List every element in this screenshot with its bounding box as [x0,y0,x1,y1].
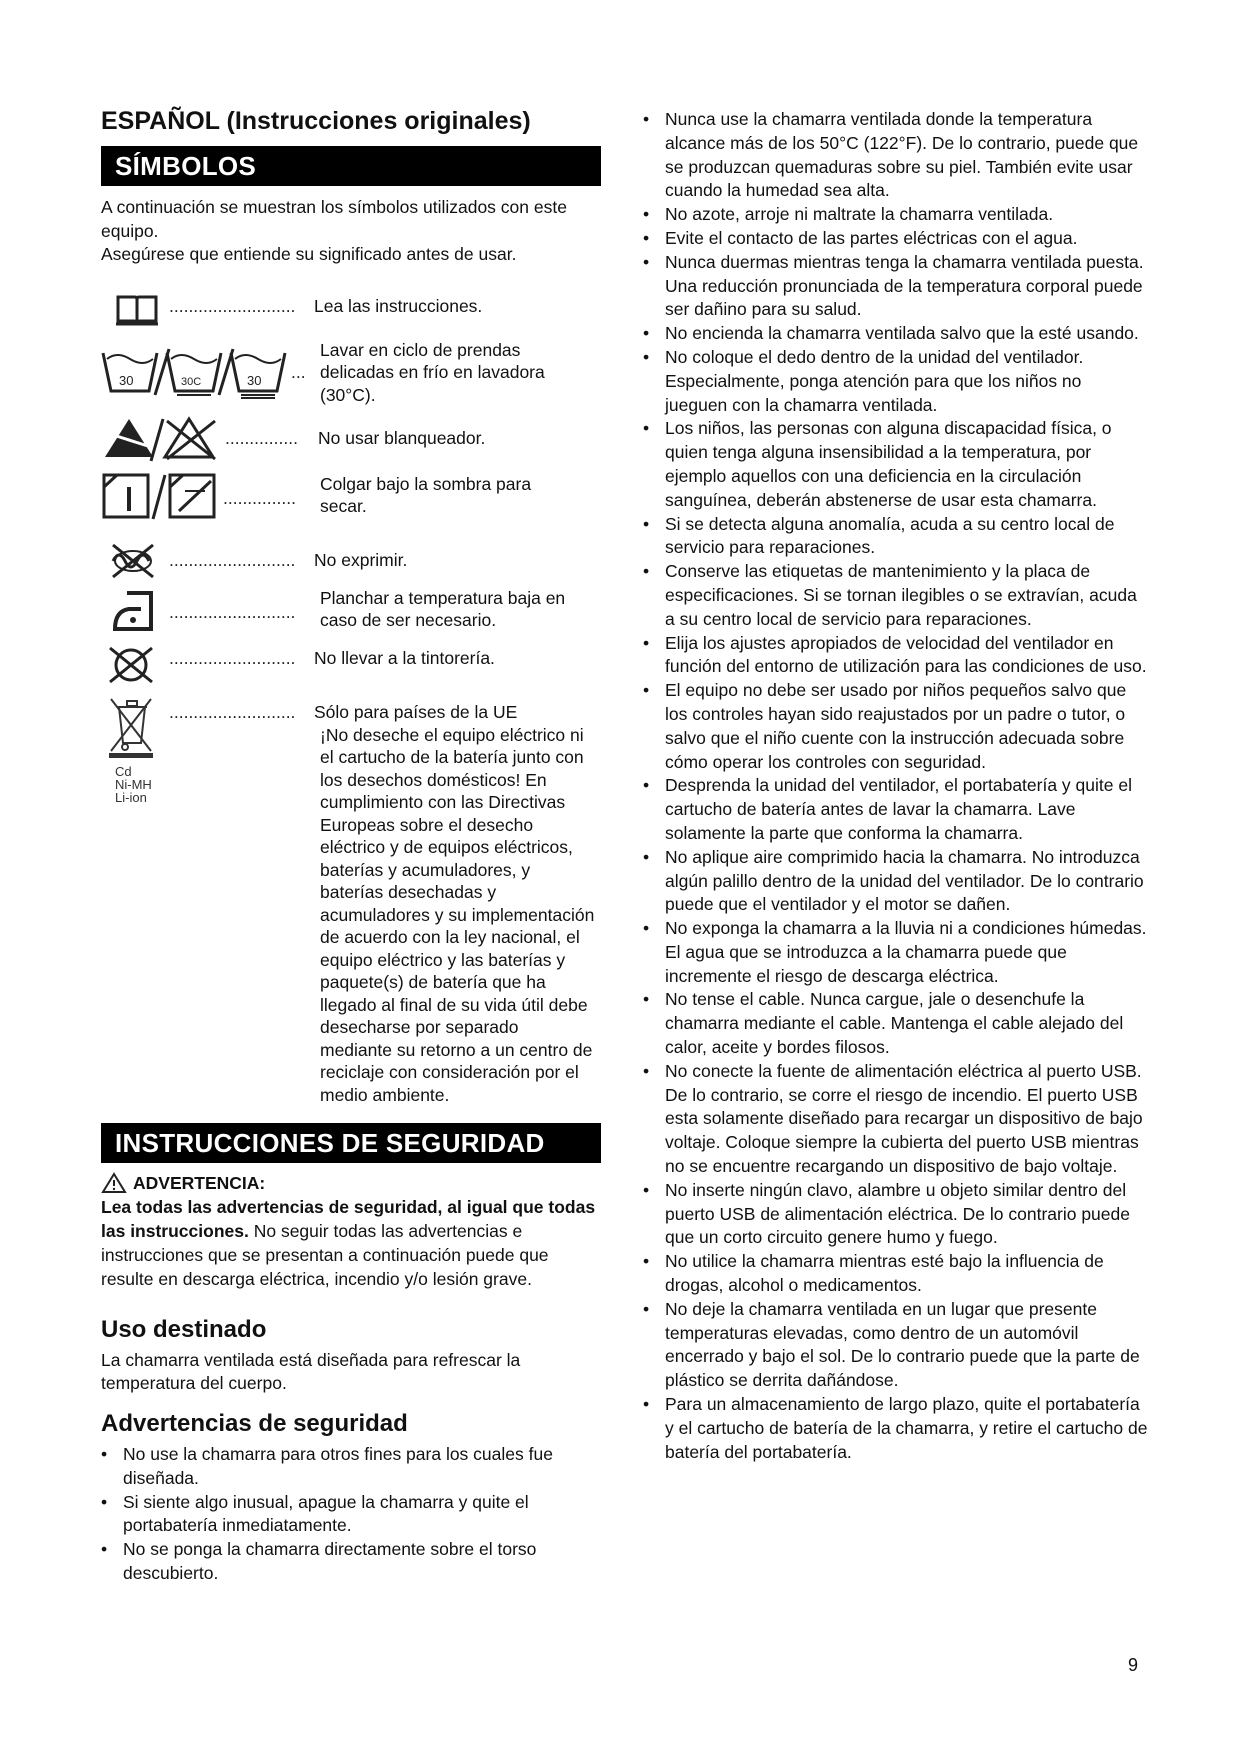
list-item: • Elija los ajustes apropiados de velocidad del ventilador en función del entorno de utilización para las condiciones de uso. [643,632,1148,680]
wash-temp-2: 30C [181,375,202,388]
symbol-text-read: Lea las instrucciones. [314,295,483,316]
symbol-row-wring [101,541,601,581]
wash-temp-3: 30 [247,372,262,388]
safety-heading: INSTRUCCIONES DE SEGURIDAD [101,1123,601,1163]
leader-dots: .......................... [169,295,296,316]
list-item: • No conecte la fuente de alimentación eléctrica al puerto USB. De lo contrario, se corre el riesgo de incendio. El puerto USB esta solamente diseñado para recargar un dispositivo de bajo voltaje. Coloque siempre la cubierta del puerto USB mientras no se encuentre recargando un dispositivo de bajo voltaje. [643,1060,1148,1179]
no-dry-clean-icon [107,643,157,687]
list-item: • No tense el cable. Nunca cargue, jale o desenchufe la chamarra mediante el cable. Mantenga el cable alejado del calor, aceite y bordes filosos. [643,988,1148,1059]
symbols-intro [101,196,601,267]
symbol-text-iron: Planchar a temperatura baja en caso de ser necesario. [320,587,566,630]
list-item: • No coloque el dedo dentro de la unidad del ventilador. Especialmente, ponga atención para que los niños no jueguen con la chamarra ventilada. [643,346,1148,417]
warning-label: ADVERTENCIA: [133,1173,266,1193]
symbol-text-bleach: No usar blanqueador. [318,427,486,448]
battery-label-cd: Cd [115,763,132,779]
list-item: • Si se detecta alguna anomalía, acuda a su centro local de servicio para reparaciones. [643,513,1148,561]
leader-dots: .......................... [169,549,296,570]
list-item: • Nunca use la chamarra ventilada donde la temperatura alcance más de los 50°C (122°F). De lo contrario, puede que se produzcan quemaduras sobre su piel. También evite usar cuando la humedad sea alta. [643,108,1148,203]
warning-text [101,1195,601,1291]
warning-header [101,1171,601,1195]
battery-chemistry-labels [115,765,152,804]
list-item: • No utilice la chamarra mientras esté bajo la influencia de drogas, alcohol o medicamentos. [643,1250,1148,1298]
read-manual-icon [115,293,159,327]
symbol-row-weee [101,695,601,1105]
battery-label-nimh: Ni-MH [115,776,152,792]
safety-warnings-heading: Advertencias de seguridad [101,1410,408,1437]
wash-30-icon [101,347,291,399]
left-column [101,104,601,1583]
intro-line-1: A continuación se muestran los símbolos utilizados con este equipo. [101,197,567,241]
symbol-row-dry [101,471,601,531]
leader-dots: ... [291,361,306,382]
symbols-list [101,275,601,1105]
eu-disposal-text: ¡No deseche el equipo eléctrico ni el cartucho de la batería junto con los desechos domésticos! En cumplimiento con las Directivas Europeas sobre el desecho eléctrico y de equipos eléctricos, baterías y acumuladores, y baterías desechadas y acumuladores y su implementación de acuerdo con la ley nacional, el equipo eléctrico y las baterías y paquete(s) de batería que ha llegado al final de su vida útil debe desecharse por separado mediante su retorno a un centro de reciclaje con consideración por el medio ambiente. [320,724,595,1105]
list-item: • Evite el contacto de las partes eléctricas con el agua. [643,227,1148,251]
leader-dots: .......................... [169,701,296,722]
iron-low-icon [111,589,157,635]
symbol-row-iron [101,587,601,637]
symbol-text-dryclean: No llevar a la tintorería. [314,647,495,668]
list-item: • Si siente algo inusual, apague la chamarra y quite el portabatería inmediatamente. [101,1491,601,1539]
left-bullet-list [101,1443,601,1586]
list-item: • No inserte ningún clavo, alambre u objeto similar dentro del puerto USB de alimentación eléctrica. De lo contrario puede que un corto circuito genere humo y fuego. [643,1179,1148,1250]
list-item: • No exponga la chamarra a la lluvia ni a condiciones húmedas. El agua que se introduzca a la chamarra puede que incremente el riesgo de descarga eléctrica. [643,917,1148,988]
list-item: • No se ponga la chamarra directamente sobre el torso descubierto. [101,1538,601,1586]
list-item: • Conserve las etiquetas de mantenimiento y la placa de especificaciones. Si se tornan ilegibles o se extravían, acuda a su centro local de servicio para reparaciones. [643,560,1148,631]
battery-label-liion: Li-ion [115,789,147,805]
symbol-text-wash: Lavar en ciclo de prendas delicadas en frío en lavadora (30°C). [320,339,545,405]
leader-dots: .......................... [169,647,296,668]
symbol-row-wash [101,335,601,407]
safety-section [101,1123,601,1586]
list-item: • No use la chamarra para otros fines para los cuales fue diseñada. [101,1443,601,1491]
wash-temp-1: 30 [119,372,134,388]
warning-triangle-icon [101,1172,127,1194]
page-title: ESPAÑOL (Instrucciones originales) [101,107,531,135]
symbol-row-read [101,293,601,333]
symbol-text-wring: No exprimir. [314,549,408,570]
no-bleach-icon [101,415,221,463]
intended-use-text: La chamarra ventilada está diseñada para refrescar la temperatura del cuerpo. [101,1350,521,1393]
symbol-row-bleach [101,415,601,465]
page-number: 9 [1128,1655,1139,1675]
leader-dots: ............... [225,427,298,448]
list-item: • No aplique aire comprimido hacia la chamarra. No introduzca algún palillo dentro de la unidad del ventilador. De lo contrario puede que el ventilador y el motor se dañen. [643,846,1148,917]
right-column [643,108,1148,1464]
list-item: • No azote, arroje ni maltrate la chamarra ventilada. [643,203,1148,227]
list-item: • No encienda la chamarra ventilada salvo que la esté usando. [643,322,1148,346]
intro-line-2: Asegúrese que entiende su significado antes de usar. [101,244,517,264]
no-wring-icon [109,541,159,581]
right-bullet-list [643,108,1148,1464]
warning-bold-text: Lea todas las advertencias de seguridad, al igual que todas las instrucciones. [101,1197,596,1241]
list-item: • Desprenda la unidad del ventilador, el portabatería y quite el cartucho de batería antes de lavar la chamarra. Lave solamente la parte que conforma la chamarra. [643,774,1148,845]
leader-dots: ............... [223,487,296,508]
list-item: • No deje la chamarra ventilada en un lugar que presente temperaturas elevadas, como dentro de un automóvil encerrado y bajo el sol. De lo contrario puede que la parte de plástico se derrita dañándose. [643,1298,1148,1393]
intended-use-heading: Uso destinado [101,1316,267,1343]
symbol-text-weee: Sólo para países de la UE [314,701,518,722]
weee-bin-icon [107,695,155,759]
symbol-text-dry: Colgar bajo la sombra para secar. [320,473,532,516]
symbol-row-dryclean [101,643,601,687]
list-item: • Para un almacenamiento de largo plazo, quite el portabatería y el cartucho de batería de la chamarra, y retire el cartucho de batería del portabatería. [643,1393,1148,1464]
list-item: • Nunca duermas mientras tenga la chamarra ventilada puesta. Una reducción pronunciada de la temperatura corporal puede ser dañino para su salud. [643,251,1148,322]
dry-shade-icon [101,471,221,521]
list-item: • Los niños, las personas con alguna discapacidad física, o quien tenga alguna insensibilidad a la temperatura, por ejemplo aquellos con una deficiencia en la circulación sanguínea, deberán abstenerse de usar esta chamarra. [643,417,1148,512]
warning-rest-text: No seguir todas las advertencias e instrucciones que se presentan a continuación puede que resulte en descarga eléctrica, incendio y/o lesión grave. [101,1221,549,1289]
symbols-heading: SÍMBOLOS [101,146,601,186]
list-item: • El equipo no debe ser usado por niños pequeños salvo que los controles hayan sido reajustados por un padre o tutor, o salvo que el niño cuente con la instrucción adecuada sobre cómo operar los controles con seguridad. [643,679,1148,774]
leader-dots: .......................... [169,601,296,622]
